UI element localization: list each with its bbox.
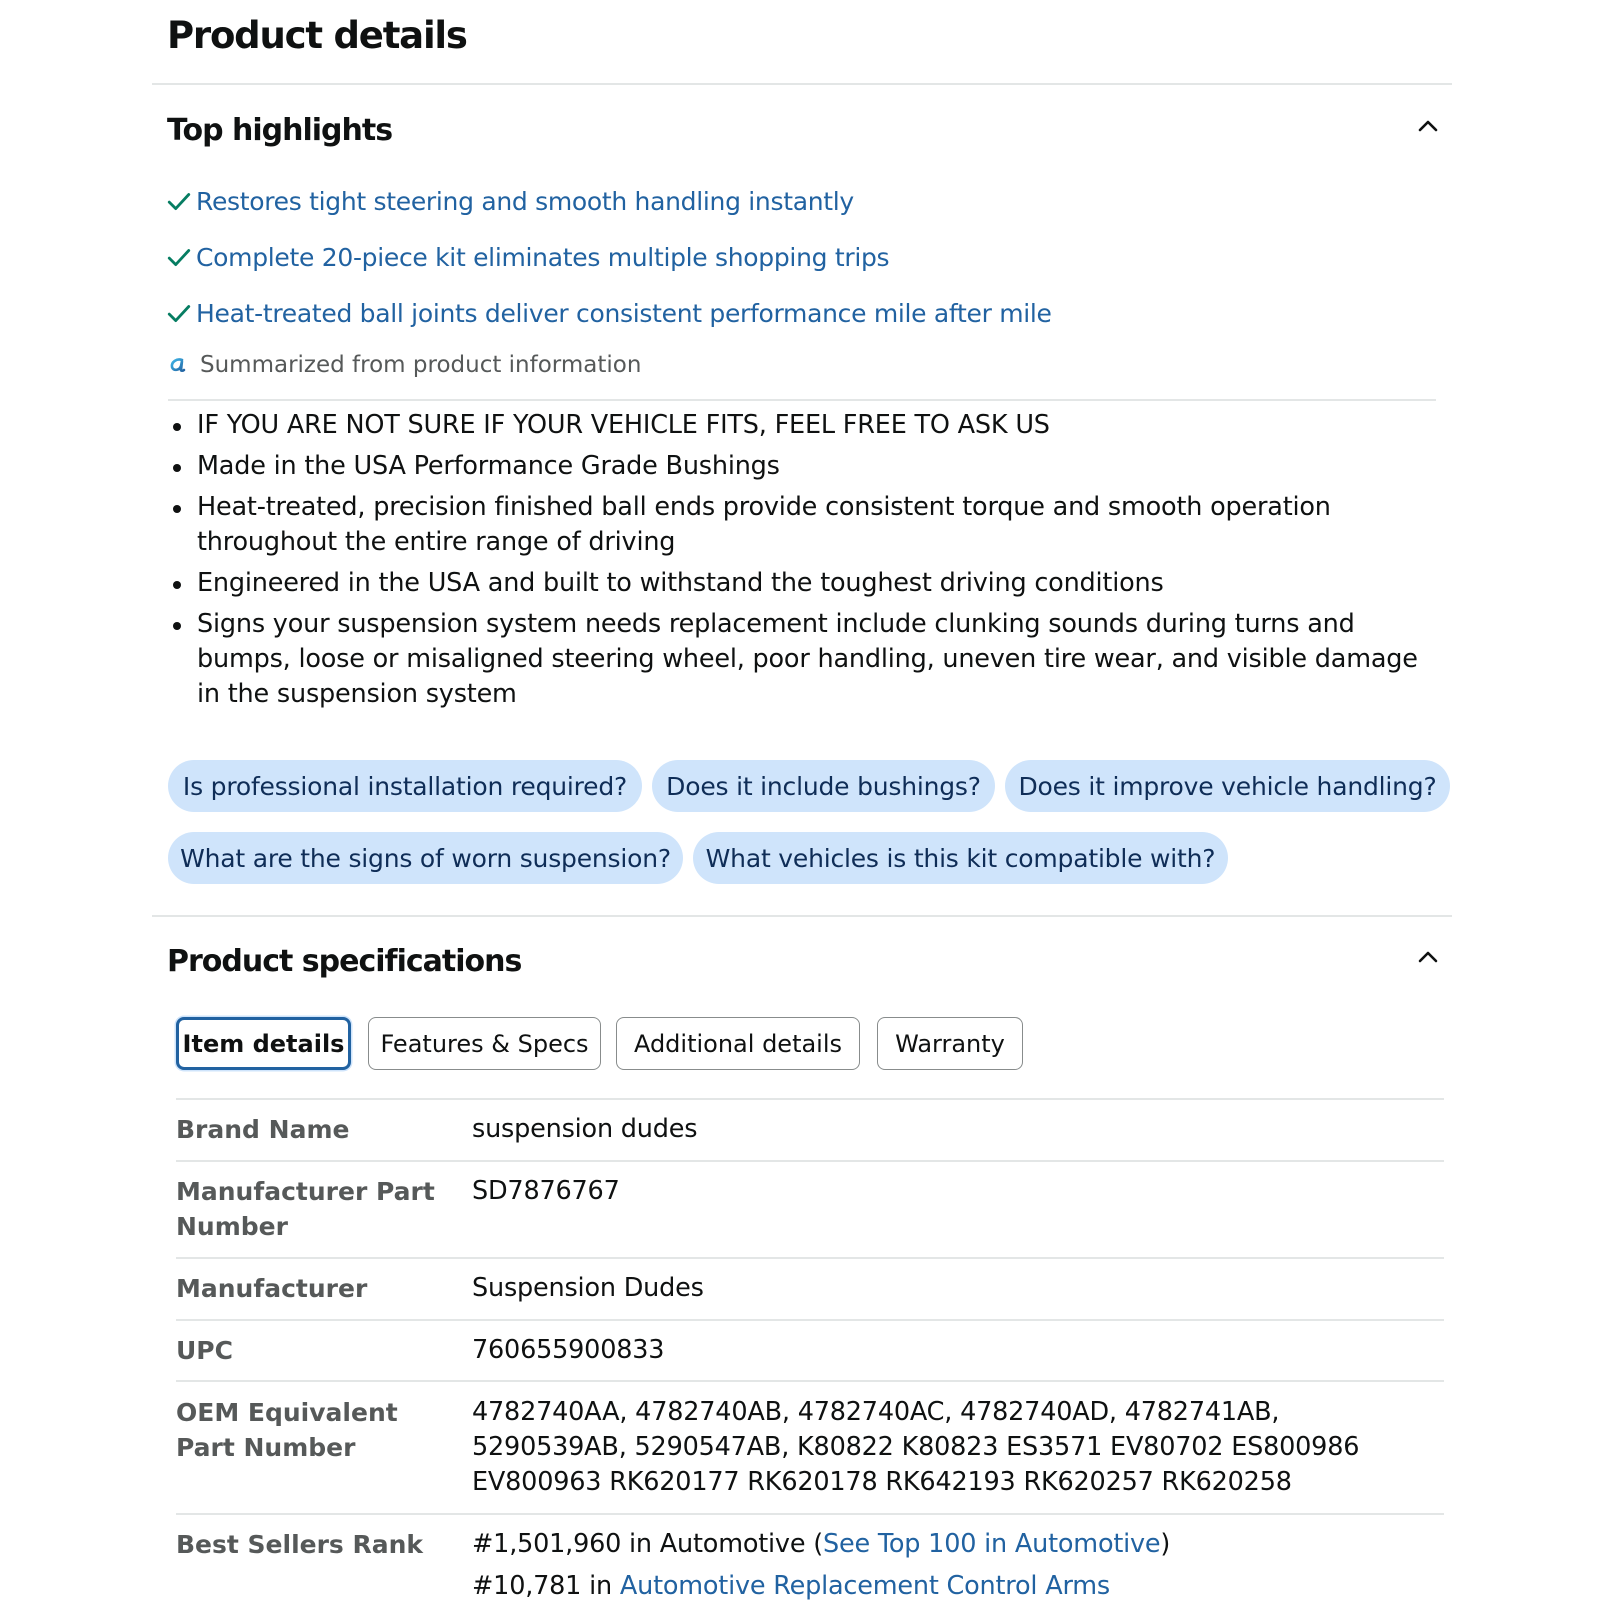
question-chip[interactable]: Does it improve vehicle handling? xyxy=(1005,760,1450,812)
highlight-text: Complete 20-piece kit eliminates multiple shopping trips xyxy=(196,242,890,272)
tab-additional-details[interactable]: Additional details xyxy=(616,1017,860,1070)
spec-label: Brand Name xyxy=(176,1115,350,1144)
checkmark-icon xyxy=(166,188,192,214)
feature-bullet: Heat-treated, precision finished ball ends provide consistent torque and smooth operation throughout the entire range of driving xyxy=(168,490,1438,560)
rank-text: #1,501,960 in Automotive ( xyxy=(472,1529,823,1559)
product-specifications-heading: Product specifications xyxy=(167,944,522,979)
chevron-up-icon[interactable] xyxy=(1416,945,1440,969)
rank-text: ) xyxy=(1160,1529,1171,1559)
spec-label: OEM Equivalent Part Number xyxy=(176,1398,398,1462)
divider xyxy=(176,1380,1444,1382)
feature-bullet: Engineered in the USA and built to withstand the toughest driving conditions xyxy=(168,566,1438,601)
question-chip[interactable]: What vehicles is this kit compatible with? xyxy=(693,832,1228,884)
best-sellers-rank-1 xyxy=(472,1527,1432,1562)
ai-summary-note xyxy=(168,352,641,378)
question-chip[interactable]: Is professional installation required? xyxy=(168,760,642,812)
ai-sparkle-icon xyxy=(168,355,188,375)
feature-bullet: Signs your suspension system needs replacement include clunking sounds during turns and bumps, loose or misaligned steering wheel, poor handling, uneven tire wear, and visible damage in the suspension system xyxy=(168,607,1438,712)
divider xyxy=(176,1160,1444,1162)
tab-features-specs[interactable]: Features & Specs xyxy=(368,1017,601,1070)
rank-text: #10,781 in xyxy=(472,1571,620,1600)
spec-label: Manufacturer xyxy=(176,1274,368,1303)
tab-item-details[interactable]: Item details xyxy=(176,1017,351,1070)
see-top-100-link[interactable]: See Top 100 in Automotive xyxy=(822,1529,1161,1559)
spec-value: 4782740AA, 4782740AB, 4782740AC, 4782740AD, 4782741AB, 5290539AB, 5290547AB, K80822 K80823 ES3571 EV80702 ES800986 EV800963 RK620177 RK620178 RK642193 RK620257 RK620258 xyxy=(472,1397,1360,1497)
spec-label: UPC xyxy=(176,1336,233,1365)
highlight-text: Heat-treated ball joints deliver consistent performance mile after mile xyxy=(196,298,1052,328)
tab-warranty[interactable]: Warranty xyxy=(877,1017,1023,1070)
divider xyxy=(176,1257,1444,1259)
highlight-item xyxy=(166,241,889,273)
divider xyxy=(152,915,1452,917)
divider xyxy=(176,1319,1444,1321)
question-chip[interactable]: Does it include bushings? xyxy=(652,760,995,812)
divider xyxy=(152,83,1452,85)
highlight-item xyxy=(166,297,1052,329)
divider xyxy=(176,1513,1444,1515)
feature-bullet: IF YOU ARE NOT SURE IF YOUR VEHICLE FITS, FEEL FREE TO ASK US xyxy=(168,408,1438,443)
top-highlights-heading: Top highlights xyxy=(167,113,393,148)
best-sellers-rank-2 xyxy=(472,1569,1432,1600)
feature-bullet-list xyxy=(168,408,1438,718)
spec-value: SD7876767 xyxy=(472,1176,620,1206)
checkmark-icon xyxy=(166,300,192,326)
category-link[interactable]: Automotive Replacement Control Arms xyxy=(619,1571,1111,1600)
highlight-text: Restores tight steering and smooth handling instantly xyxy=(196,186,854,216)
page-title: Product details xyxy=(167,14,467,57)
divider xyxy=(168,399,1436,401)
spec-label: Best Sellers Rank xyxy=(176,1530,424,1559)
divider xyxy=(176,1098,1444,1100)
spec-value: 760655900833 xyxy=(472,1335,665,1365)
spec-value: suspension dudes xyxy=(472,1114,698,1144)
ai-summary-text: Summarized from product information xyxy=(200,352,642,378)
highlight-item xyxy=(166,185,854,217)
spec-label: Manufacturer Part Number xyxy=(176,1177,435,1241)
feature-bullet: Made in the USA Performance Grade Bushings xyxy=(168,449,1438,484)
checkmark-icon xyxy=(166,244,192,270)
spec-value: Suspension Dudes xyxy=(472,1273,704,1303)
chevron-up-icon[interactable] xyxy=(1416,114,1440,138)
question-chip[interactable]: What are the signs of worn suspension? xyxy=(168,832,683,884)
